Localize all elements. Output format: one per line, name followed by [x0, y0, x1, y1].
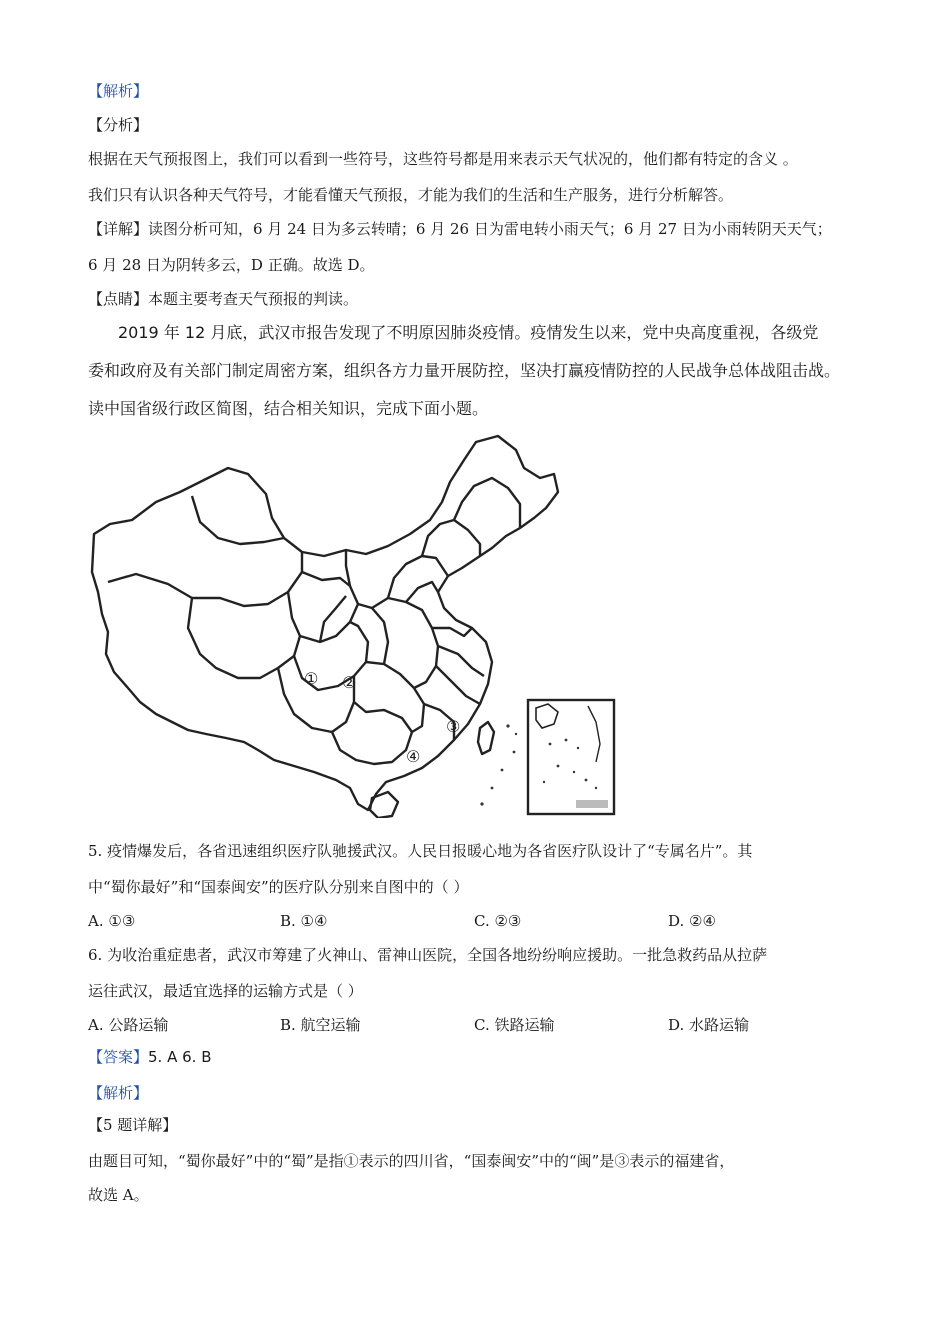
q5-detail-line-1: 由题目可知，“蜀你最好”中的“蜀”是指①表示的四川省，“国泰闽安”中的“闽”是③表示的福建省， — [88, 1152, 735, 1170]
map-label-3: ③ — [446, 717, 461, 736]
analysis-tag: 【解析】 — [88, 82, 149, 100]
map-label-1: ① — [304, 669, 319, 688]
map-label-2: ② — [342, 673, 357, 692]
intro-line-3: 读中国省级行政区简图，结合相关知识，完成下面小题。 — [88, 399, 489, 418]
intro-line-2: 委和政府及有关部门制定周密方案，组织各方力量开展防控，坚决打赢疫情防控的人民战争总体战阻击战。 — [88, 361, 841, 380]
q5-option-d: D. ②④ — [668, 912, 716, 930]
q6-option-a: A. 公路运输 — [88, 1016, 169, 1034]
q5-stem-line-1: 5. 疫情爆发后，各省迅速组织医疗队驰援武汉。人民日报暖心地为各省医疗队设计了“专属名片”。其 — [88, 842, 753, 860]
q5-stem-line-2: 中“蜀你最好”和“国泰闽安”的医疗队分别来自图中的（ ） — [88, 878, 469, 896]
fenxi-text-line-2: 我们只有认识各种天气符号，才能看懂天气预报，才能为我们的生活和生产服务，进行分析解答。 — [88, 186, 734, 204]
q6-stem-line-2: 运往武汉，最适宜选择的运输方式是（ ） — [88, 982, 363, 1000]
q6-stem-line-1: 6. 为收治重症患者，武汉市筹建了火神山、雷神山医院，全国各地纷纷响应援助。一批急救药品从拉萨 — [88, 946, 768, 964]
q5-option-a: A. ①③ — [88, 912, 136, 930]
fenxi-tag: 【分析】 — [88, 116, 149, 134]
answer-tag: 【答案】 — [88, 1048, 149, 1066]
china-province-map — [88, 432, 618, 818]
south-sea-dots — [480, 724, 517, 805]
intro-line-1: 2019 年 12 月底，武汉市报告发现了不明原因肺炎疫情。疫情发生以来，党中央高度重视，各级党 — [118, 323, 819, 342]
q5-detail-tag: 【5 题详解】 — [88, 1116, 178, 1134]
south-china-sea-inset — [528, 700, 614, 814]
answer-row — [88, 1046, 212, 1068]
map-label-4: ④ — [406, 747, 421, 766]
q5-detail-line-2: 故选 A。 — [88, 1186, 149, 1204]
fenxi-text-line-1: 根据在天气预报图上，我们可以看到一些符号，这些符号都是用来表示天气状况的，他们都有特定的含义 。 — [88, 150, 798, 168]
q6-option-c: C. 铁路运输 — [474, 1016, 555, 1034]
detail-text-line-2: 6 月 28 日为阴转多云，D 正确。故选 D。 — [88, 256, 375, 274]
q5-option-c: C. ②③ — [474, 912, 522, 930]
q6-option-d: D. 水路运输 — [668, 1016, 750, 1034]
hainan-island — [370, 792, 398, 818]
analysis-tag-2: 【解析】 — [88, 1084, 149, 1102]
q6-option-b: B. 航空运输 — [280, 1016, 361, 1034]
detail-text-line-1: 【详解】读图分析可知，6 月 24 日为多云转晴；6 月 26 日为雷电转小雨天气；6 月 27 日为小雨转阴天天气； — [88, 220, 832, 238]
answer-text: 5. A 6. B — [148, 1048, 212, 1066]
dianjing-text: 【点睛】本题主要考查天气预报的判读。 — [88, 290, 359, 308]
taiwan-island — [478, 722, 494, 754]
q5-option-b: B. ①④ — [280, 912, 328, 930]
